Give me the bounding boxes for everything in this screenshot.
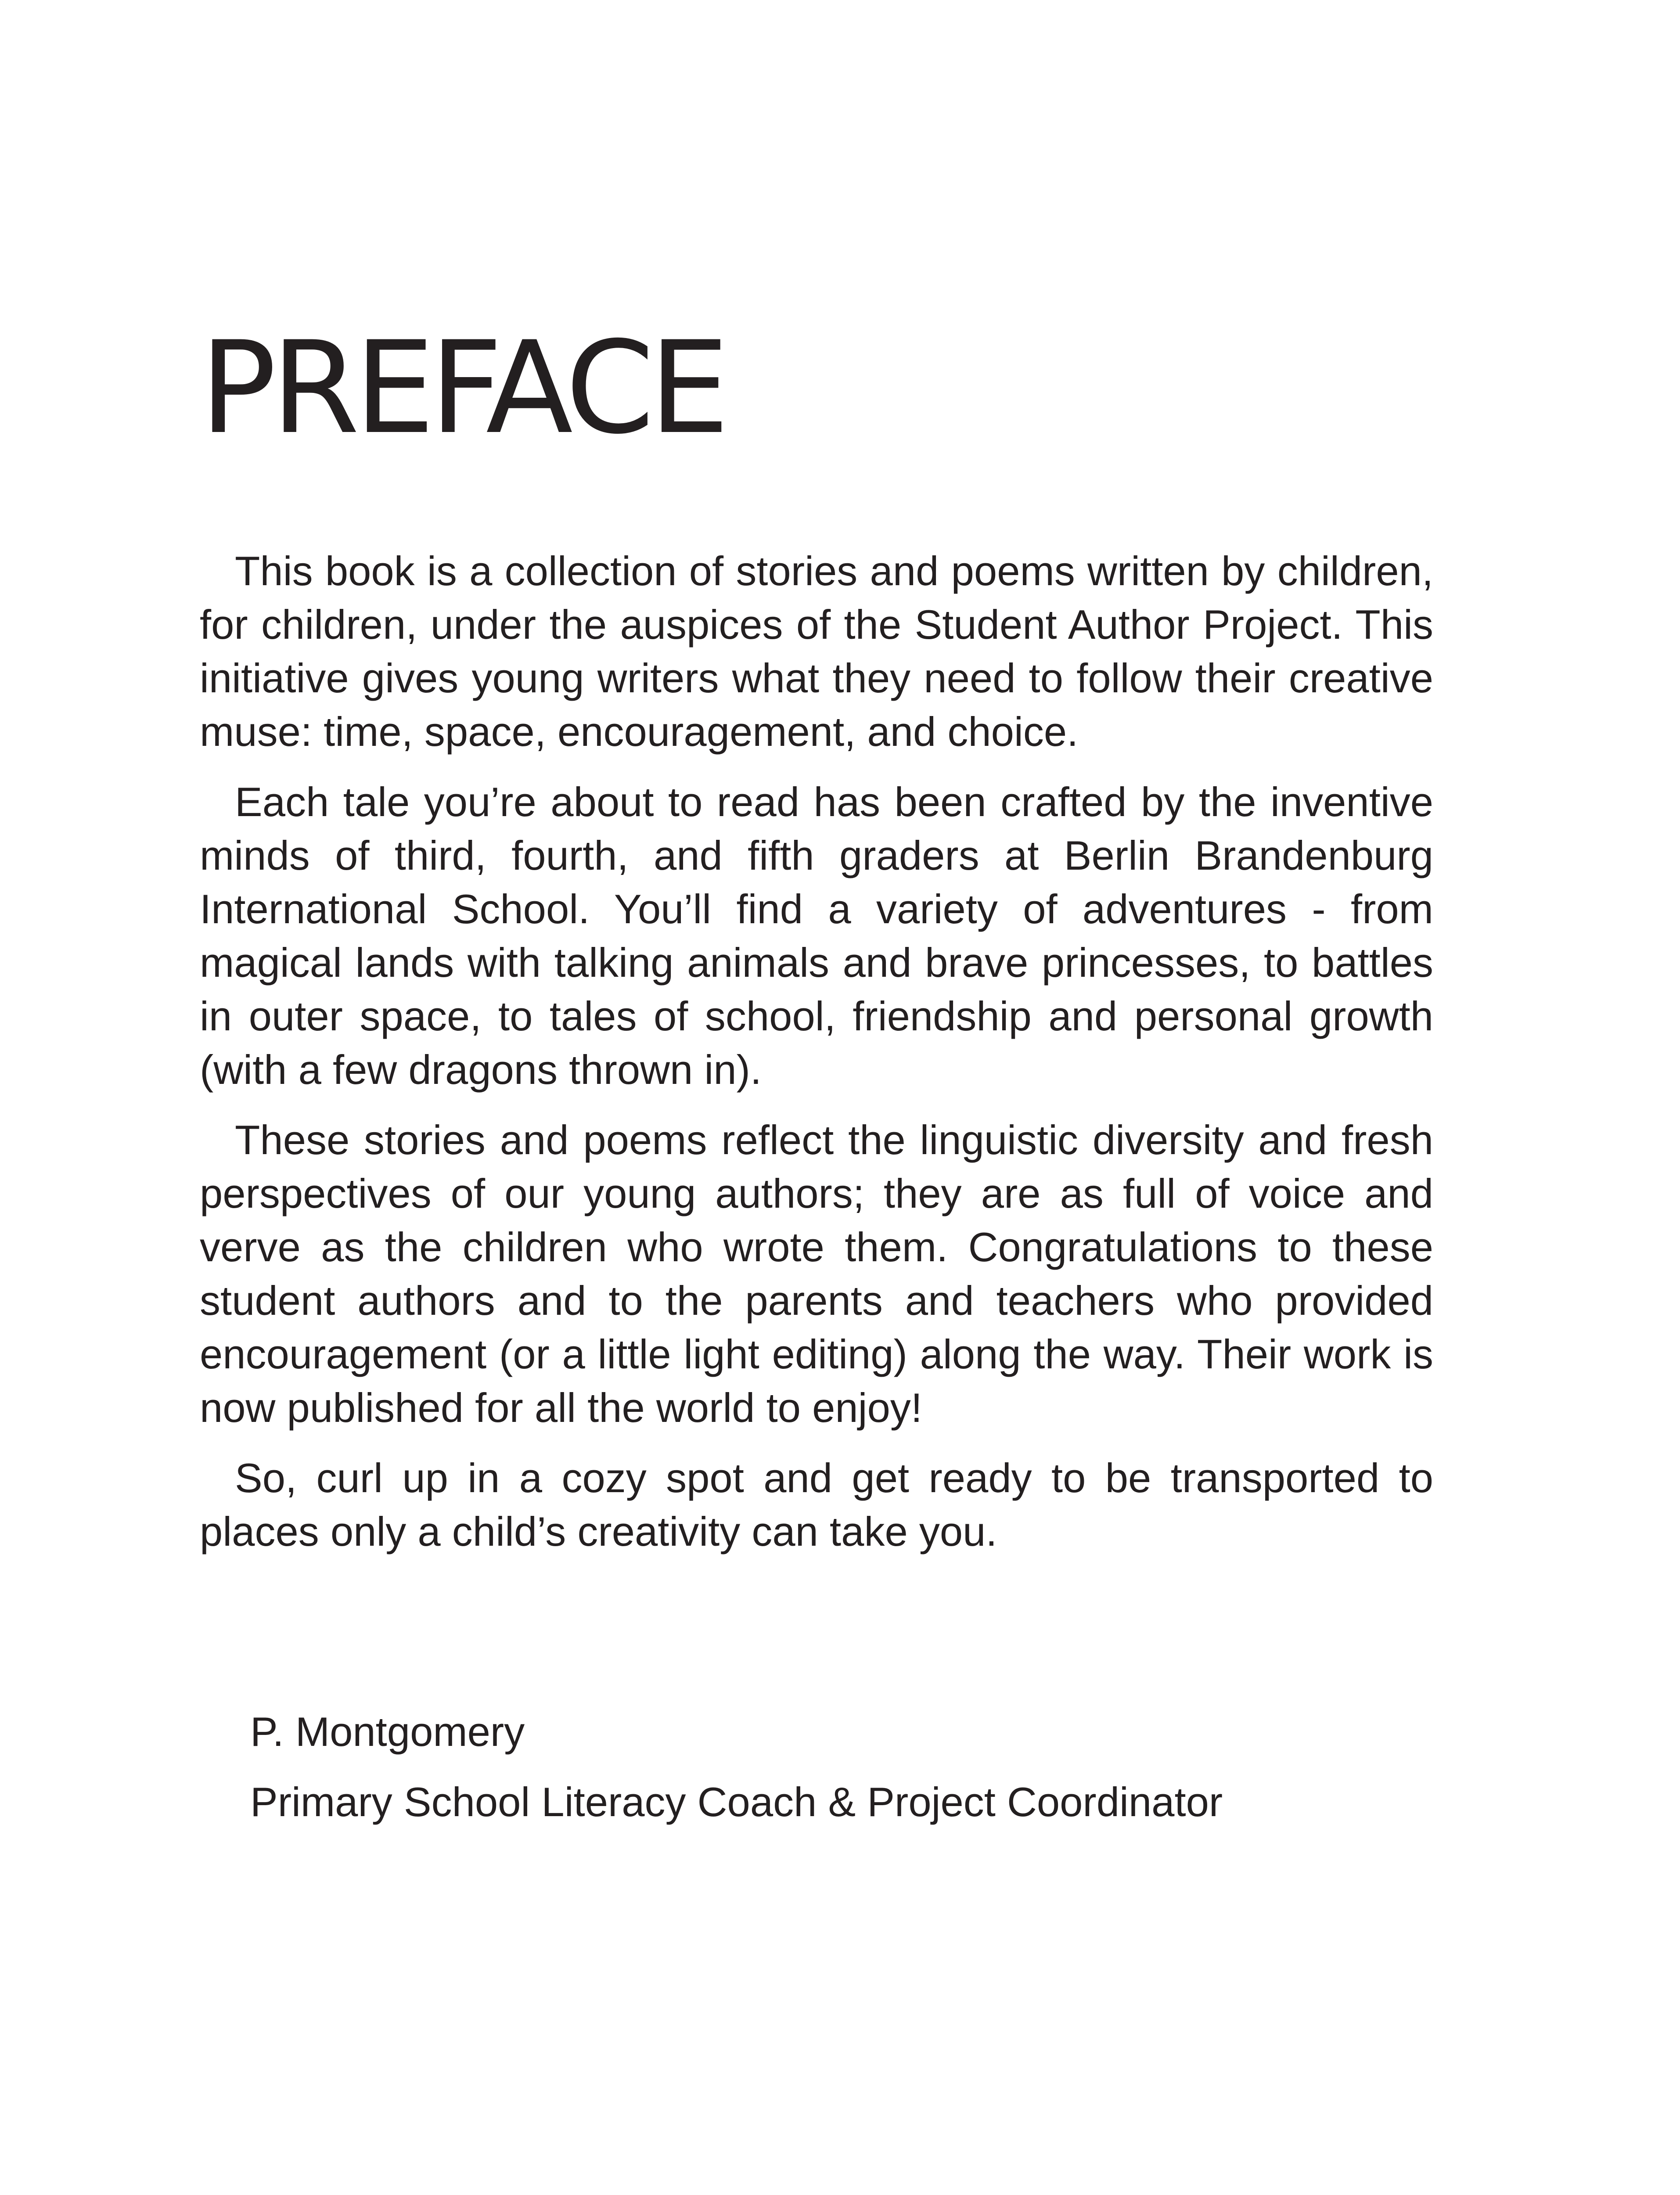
author-role: Primary School Literacy Coach & Project Coordinator xyxy=(250,1779,1223,1825)
paragraph: Each tale you’re about to read has been crafted by the inventive minds of third, fourth, and fifth graders at Berlin Brandenburg International School. You’ll find a variety of adventures - from magical lands with talking animals and brave princesses, to battles in outer space, to tales of school, friendship and personal growth (with a few dragons thrown in). xyxy=(200,779,1433,1093)
author-name: P. Montgomery xyxy=(250,1709,525,1755)
signature-block xyxy=(250,1697,1567,1837)
preface-body xyxy=(200,544,1433,1558)
page-title: PREFACE xyxy=(200,314,724,462)
paragraph: This book is a collection of stories and poems written by children, for children, under the auspices of the Student Author Project. This initiative gives young writers what they need to follow their creative muse: time, space, encouragement, and choice. xyxy=(200,548,1433,755)
paragraph: These stories and poems reflect the linguistic diversity and fresh perspectives of our young authors; they are as full of voice and verve as the children who wrote them. Congratulations to these student authors and to the parents and teachers who provided encouragement (or a little light editing) along the way. Their work is now published for all the world to enjoy! xyxy=(200,1117,1433,1431)
paragraph: So, curl up in a cozy spot and get ready to be transported to places only a child’s creativity can take you. xyxy=(200,1455,1433,1554)
